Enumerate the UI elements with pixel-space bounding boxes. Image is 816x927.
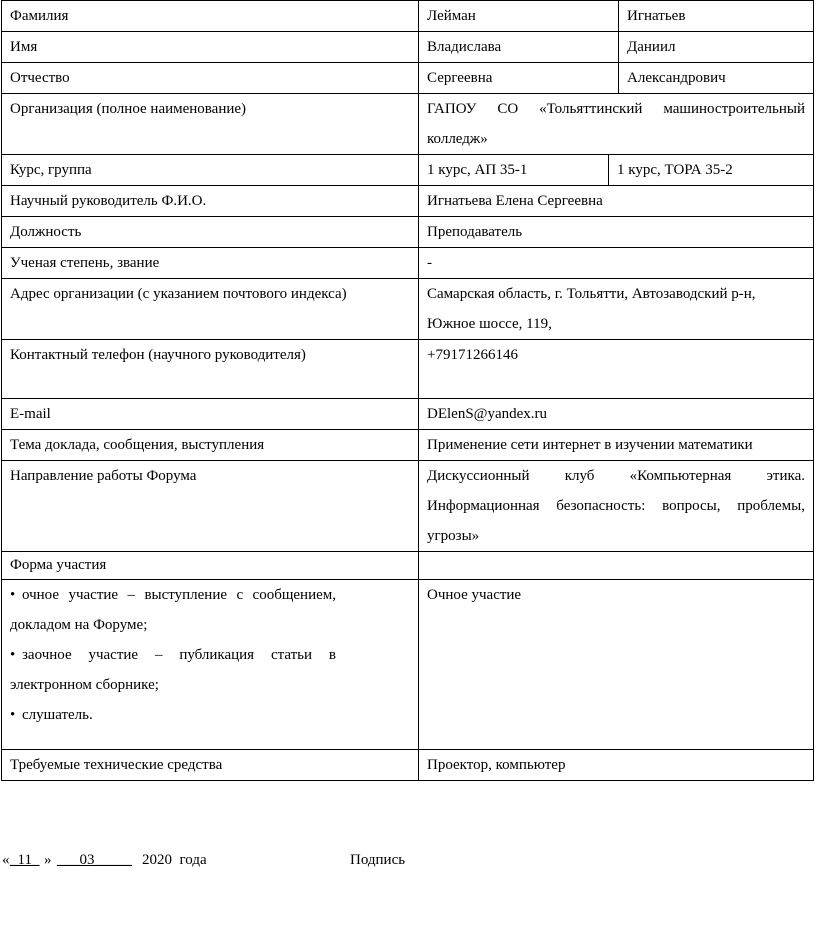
topic-value: Применение сети интернет в изучении математики <box>419 430 814 461</box>
table-row <box>2 279 814 340</box>
table-row <box>2 580 814 750</box>
patronymic-value-1: Сергеевна <box>419 63 619 94</box>
date-month: ___03_____ <box>57 852 132 868</box>
date-close-quote: » <box>44 852 52 868</box>
date-year: 2020 года <box>142 852 207 868</box>
list-item <box>10 640 336 700</box>
table-row <box>2 430 814 461</box>
degree-label: Ученая степень, звание <box>2 248 419 279</box>
table-row <box>2 248 814 279</box>
table-row <box>2 186 814 217</box>
table-row <box>2 32 814 63</box>
equipment-label: Требуемые технические средства <box>2 750 419 781</box>
option-text: очное участие – выступление с сообщением, докладом на Форуме; <box>10 587 336 633</box>
date-day: _11_ <box>10 852 40 868</box>
participation-options-cell <box>2 580 419 750</box>
supervisor-value: Игнатьева Елена Сергеевна <box>419 186 814 217</box>
organization-value: ГАПОУ СО «Тольяттинский машиностроительный колледж» <box>419 94 814 155</box>
email-label: E-mail <box>2 399 419 430</box>
course-value-1: 1 курс, АП 35-1 <box>419 155 609 186</box>
participation-form-label: Форма участия <box>2 552 419 580</box>
option-text: заочное участие – публикация статьи в электронном сборнике; <box>10 647 336 693</box>
address-label: Адрес организации (с указанием почтового индекса) <box>2 279 419 340</box>
table-row <box>2 750 814 781</box>
table-row <box>2 399 814 430</box>
table-row <box>2 340 814 399</box>
position-label: Должность <box>2 217 419 248</box>
phone-value: +79171266146 <box>419 340 814 399</box>
date-signature-line <box>0 846 816 874</box>
supervisor-label: Научный руководитель Ф.И.О. <box>2 186 419 217</box>
course-label: Курс, группа <box>2 155 419 186</box>
equipment-value: Проектор, компьютер <box>419 750 814 781</box>
phone-label: Контактный телефон (научного руководителя) <box>2 340 419 399</box>
table-row <box>2 461 814 552</box>
surname-value-1: Лейман <box>419 1 619 32</box>
name-value-1: Владислава <box>419 32 619 63</box>
organization-label: Организация (полное наименование) <box>2 94 419 155</box>
signature-label: Подпись <box>350 852 406 868</box>
topic-label: Тема доклада, сообщения, выступления <box>2 430 419 461</box>
direction-value: Дискуссионный клуб «Компьютерная этика. Информационная безопасность: вопросы, проблемы, угрозы» <box>419 461 814 552</box>
surname-label: Фамилия <box>2 1 419 32</box>
bullet-icon: • <box>10 647 16 663</box>
course-value-2: 1 курс, ТОРА 35-2 <box>609 155 814 186</box>
position-value: Преподаватель <box>419 217 814 248</box>
name-label: Имя <box>2 32 419 63</box>
participant-form-table <box>1 0 814 781</box>
list-item <box>10 700 336 730</box>
name-value-2: Даниил <box>619 32 814 63</box>
option-text: слушатель. <box>22 707 93 723</box>
email-value: DElenS@yandex.ru <box>419 399 814 430</box>
table-row <box>2 217 814 248</box>
date-open-quote: « <box>2 852 10 868</box>
list-item <box>10 580 336 640</box>
table-row <box>2 94 814 155</box>
bullet-icon: • <box>10 587 16 603</box>
participation-selected-value: Очное участие <box>419 580 814 750</box>
table-row <box>2 63 814 94</box>
participation-form-value <box>419 552 814 580</box>
patronymic-value-2: Александрович <box>619 63 814 94</box>
direction-label: Направление работы Форума <box>2 461 419 552</box>
address-value: Самарская область, г. Тольятти, Автозаводский р-н, Южное шоссе, 119, <box>419 279 814 340</box>
surname-value-2: Игнатьев <box>619 1 814 32</box>
patronymic-label: Отчество <box>2 63 419 94</box>
table-row <box>2 552 814 580</box>
table-row <box>2 155 814 186</box>
table-row <box>2 1 814 32</box>
bullet-icon: • <box>10 707 16 723</box>
degree-value: - <box>419 248 814 279</box>
